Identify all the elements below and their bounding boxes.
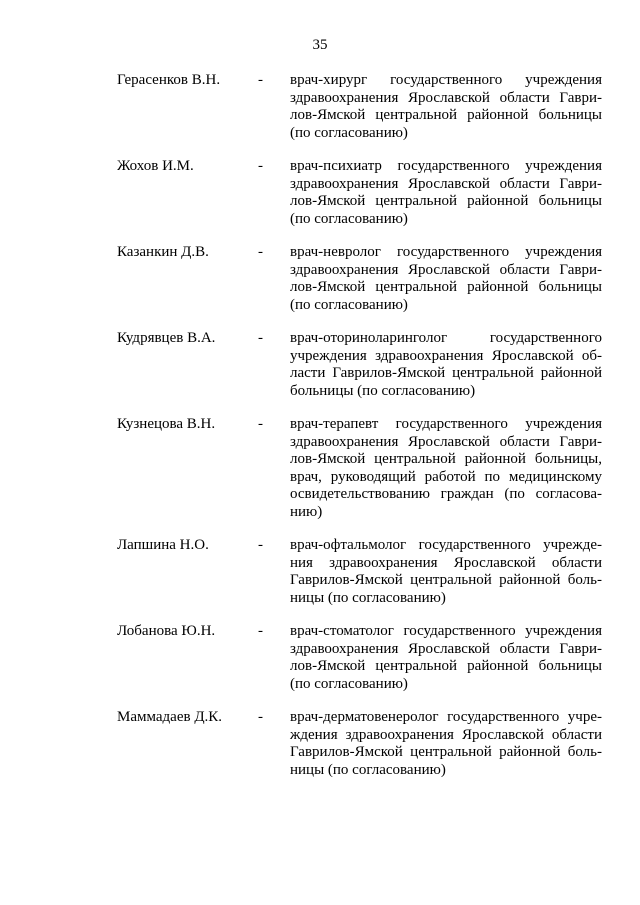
- position-line: лов-Ямской центральной районной больницы: [290, 193, 602, 210]
- position-line: ницы (по согласованию): [290, 761, 446, 778]
- position-line: (по согласованию): [290, 675, 408, 692]
- position-line: (по согласованию): [290, 296, 408, 313]
- position-line: нию): [290, 503, 323, 520]
- member-position: [290, 416, 602, 522]
- dash-separator: -: [258, 72, 263, 88]
- position-line: ласти Гаврилов-Ямской центральной районной: [290, 365, 602, 382]
- position-line: ния здравоохранения Ярославской области: [290, 554, 602, 571]
- member-name: Жохов И.М.: [117, 158, 194, 174]
- member-position: [290, 72, 602, 142]
- page-number: 35: [312, 37, 328, 53]
- position-line: здравоохранения Ярославской области Гаври-: [290, 640, 602, 657]
- member-name: Герасенков В.Н.: [117, 72, 221, 88]
- member-position: [290, 623, 602, 693]
- position-line: врач-хирург государственного учреждения: [290, 72, 602, 88]
- position-line: освидетельствованию граждан (по согласова-: [290, 486, 602, 503]
- member-position: [290, 537, 602, 607]
- position-line: лов-Ямской центральной районной больницы: [290, 658, 602, 675]
- member-position: [290, 709, 602, 779]
- member-position: [290, 330, 602, 400]
- list-item: [0, 416, 640, 537]
- position-line: врач, руководящий работой по медицинскому: [290, 468, 602, 485]
- list-item: [0, 709, 640, 795]
- position-line: врач-психиатр государственного учреждения: [290, 158, 602, 174]
- position-line: врач-офтальмолог государственного учрежде-: [290, 537, 602, 553]
- position-line: (по согласованию): [290, 124, 408, 141]
- position-line: здравоохранения Ярославской области Гаври-: [290, 433, 602, 450]
- dash-separator: -: [258, 330, 263, 346]
- position-line: больницы (по согласованию): [290, 382, 476, 399]
- dash-separator: -: [258, 416, 263, 432]
- member-position: [290, 158, 602, 228]
- member-name: Кудрявцев В.А.: [117, 330, 216, 346]
- position-line: врач-терапевт государственного учреждения: [290, 416, 602, 432]
- member-name: Казанкин Д.В.: [117, 244, 209, 260]
- position-line: врач-дерматовенеролог государственного учре-: [290, 709, 602, 725]
- list-item: [0, 330, 640, 416]
- position-line: лов-Ямской центральной районной больницы: [290, 107, 602, 124]
- position-line: лов-Ямской центральной районной больницы,: [290, 451, 602, 468]
- member-name: Кузнецова В.Н.: [117, 416, 216, 432]
- position-line: Гаврилов-Ямской центральной районной боль-: [290, 572, 602, 589]
- member-name: Маммадаев Д.К.: [117, 709, 223, 725]
- dash-separator: -: [258, 158, 263, 174]
- dash-separator: -: [258, 244, 263, 260]
- member-name: Лапшина Н.О.: [117, 537, 209, 553]
- list-item: [0, 244, 640, 330]
- dash-separator: -: [258, 537, 263, 553]
- position-line: врач-невролог государственного учреждения: [290, 244, 602, 260]
- position-line: (по согласованию): [290, 210, 408, 227]
- member-list: [0, 72, 640, 795]
- position-line: лов-Ямской центральной районной больницы: [290, 279, 602, 296]
- position-line: здравоохранения Ярославской области Гаври-: [290, 261, 602, 278]
- position-line: учреждения здравоохранения Ярославской об-: [290, 347, 602, 364]
- position-line: ждения здравоохранения Ярославской области: [290, 726, 602, 743]
- member-name: Лобанова Ю.Н.: [117, 623, 216, 639]
- position-line: врач-стоматолог государственного учреждения: [290, 623, 602, 639]
- dash-separator: -: [258, 623, 263, 639]
- list-item: [0, 537, 640, 623]
- position-line: врач-оториноларинголог государственного: [290, 330, 602, 346]
- dash-separator: -: [258, 709, 263, 725]
- position-line: Гаврилов-Ямской центральной районной боль-: [290, 744, 602, 761]
- position-line: здравоохранения Ярославской области Гаври-: [290, 175, 602, 192]
- position-line: здравоохранения Ярославской области Гаври-: [290, 89, 602, 106]
- list-item: [0, 623, 640, 709]
- member-position: [290, 244, 602, 314]
- position-line: ницы (по согласованию): [290, 589, 446, 606]
- list-item: [0, 158, 640, 244]
- list-item: [0, 72, 640, 158]
